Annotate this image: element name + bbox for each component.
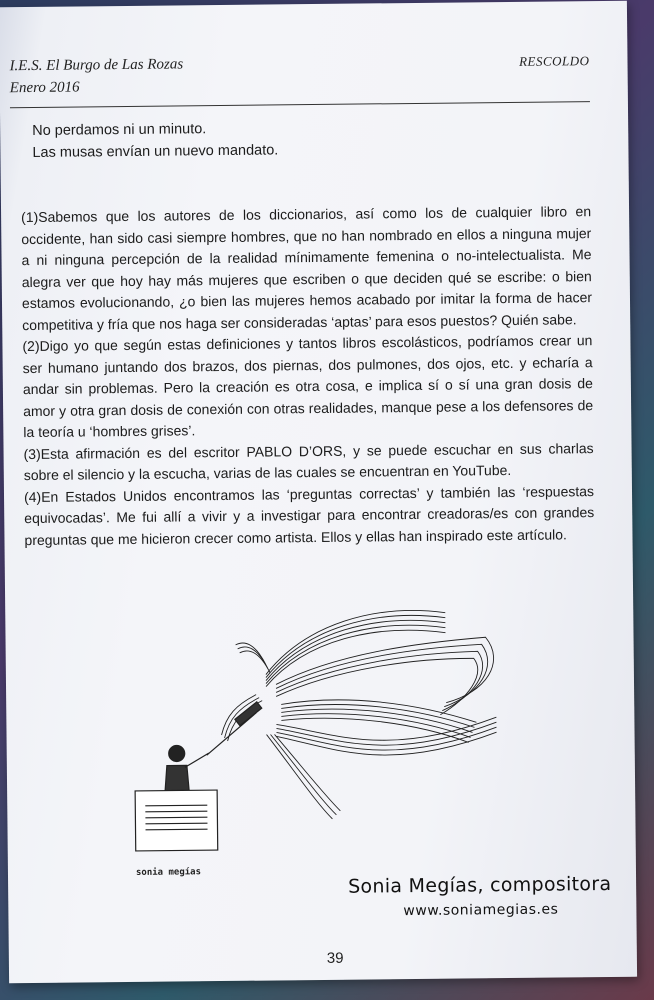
header-date: Enero 2016 (9, 79, 80, 97)
author-signature: Sonia Megías, compositora (348, 872, 612, 898)
footnote-3: (3)Esta afirmación es del escritor PABLO D’ORS, y se puede escuchar en sus charlas sobre el silencio y la escucha, varias de las cuales se encuentran en YouTube. (23, 439, 594, 484)
footnotes (21, 201, 595, 551)
footnote-4: (4)En Estados Unidos encontramos las ‘preguntas correctas’ y también las ‘respuestas equivocadas’. Me fui allí a vivir y a investigar para encontrar creadoras/es con grandes preguntas que me hicieron crecer como artista. Ellos y ellas han inspirado este artículo. (23, 482, 595, 548)
intro-lines (32, 117, 278, 164)
header-magazine-title: RESCOLDO (518, 53, 590, 69)
illustration-stamp-label: sonia megías (135, 867, 202, 878)
magazine-page (0, 1, 637, 984)
header-divider (10, 101, 590, 108)
header-left (9, 53, 183, 99)
footnote-1: (1)Sabemos que los autores de los diccionarios, así como los de cualquier libro en occidente, han sido casi siempre hombres, que no han nombrado en ellos a ninguna mujer a ni ninguna percepción de la realidad mínimamente femenina o no-intelectualista. Me alegra ver que hoy hay más mujeres que escriben o que deciden qué se escribe: o bien estamos evolucionando, ¿o bien las mujeres hemos acabado por imitar la forma de hacer competitiva y fría que nos haga ser consideradas ‘aptas’ para esos puestos? Quién sabe. (21, 203, 593, 333)
page-number: 39 (326, 949, 344, 967)
staff-lines-waves (220, 610, 497, 820)
music-illustration (115, 582, 508, 886)
footnote-2: (2)Digo yo que según estas definiciones y tantos libros escolásticos, podríamos crear un ser humano juntando dos brazos, dos piernas, dos pulmones, dos ojos, etc. y echaría a andar sin problemas. Pero la creación es otra cosa, e implica sí o sí una gran dosis de amor y otra gran dosis de conexión con otras realidades, manque pese a los defensores de la teoría u ‘hombres grises’. (22, 332, 594, 441)
intro-line: No perdamos ni un minuto. (32, 121, 207, 139)
intro-line: Las musas envían un nuevo mandato. (32, 142, 279, 161)
author-website: www.soniamegias.es (403, 901, 559, 920)
figure-in-box (135, 745, 218, 851)
header-school: I.E.S. El Burgo de Las Rozas (9, 56, 184, 75)
